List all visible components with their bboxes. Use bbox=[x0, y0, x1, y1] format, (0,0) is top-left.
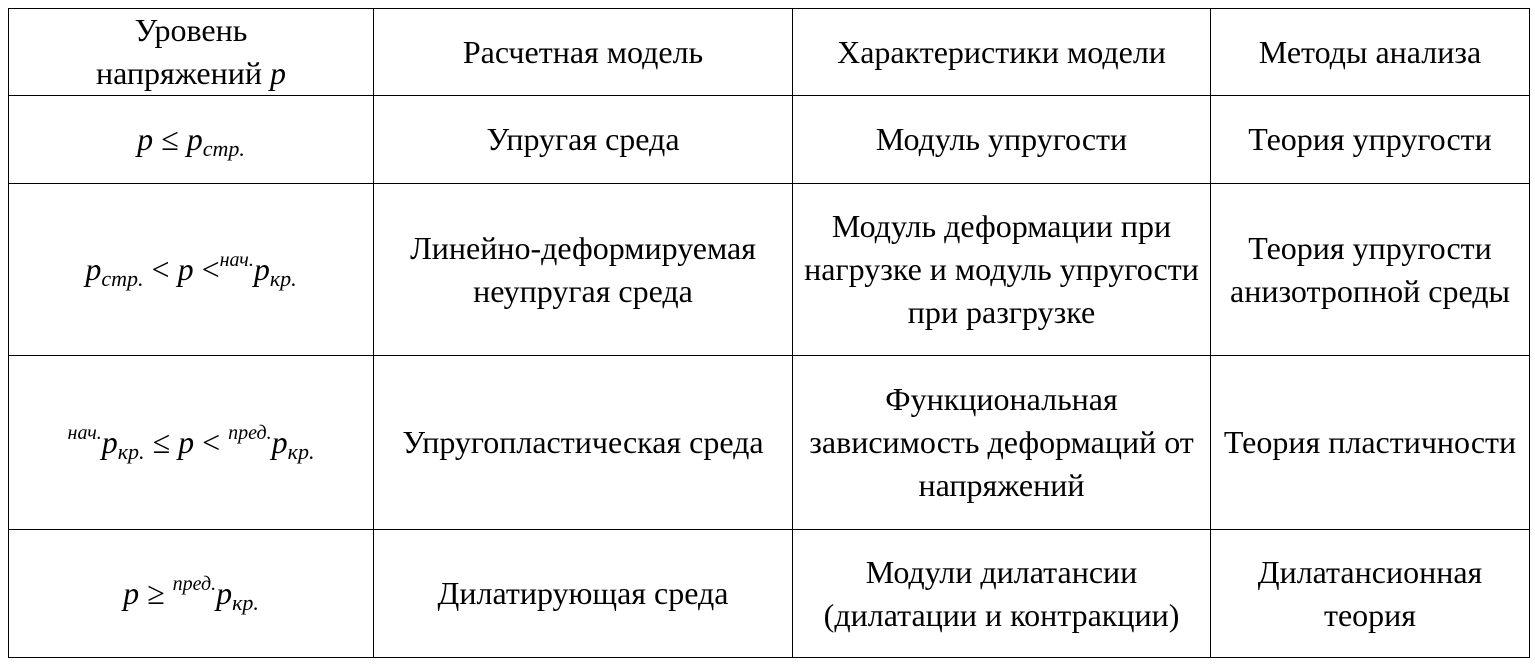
characteristics-cell: Модуль деформации при нагрузке и модуль упругости при разгрузке bbox=[793, 184, 1211, 356]
model-cell: Линейно-деформируемая неупругая среда bbox=[374, 184, 793, 356]
table-header-row bbox=[9, 9, 1530, 96]
header-stress-level-line1: Уровень bbox=[134, 12, 248, 48]
stress-level-cell bbox=[9, 530, 374, 658]
stress-level-formula: $p \ge ^{пред.}p_{кр.}$ bbox=[123, 573, 259, 615]
method-cell: Теория пластичности bbox=[1211, 356, 1530, 530]
characteristics-cell: Модуль упругости bbox=[793, 96, 1211, 184]
header-calc-model: Расчетная модель bbox=[374, 9, 793, 96]
model-cell: Дилатирующая среда bbox=[374, 530, 793, 658]
table-row bbox=[9, 184, 1530, 356]
stress-level-formula: $^{нач.}p_{кр.} \le p < ^{пред.}p_{кр.}$ bbox=[67, 422, 315, 464]
stress-level-formula: $p \le p_{стр.}$ bbox=[137, 121, 245, 161]
header-analysis-methods: Методы анализа bbox=[1211, 9, 1530, 96]
table-row bbox=[9, 96, 1530, 184]
header-model-characteristics: Характеристики модели bbox=[793, 9, 1211, 96]
header-stress-level-var: p bbox=[270, 55, 286, 91]
header-stress-level-line2: напряжений bbox=[95, 55, 262, 91]
method-cell: Теория упругости bbox=[1211, 96, 1530, 184]
stress-level-cell bbox=[9, 356, 374, 530]
stress-level-cell bbox=[9, 184, 374, 356]
model-cell: Упругопластическая среда bbox=[374, 356, 793, 530]
header-stress-level bbox=[9, 9, 374, 96]
table-row bbox=[9, 530, 1530, 658]
model-cell: Упругая среда bbox=[374, 96, 793, 184]
method-cell: Дилатансионная теория bbox=[1211, 530, 1530, 658]
characteristics-cell: Модули дилатансии (дилатации и контракции) bbox=[793, 530, 1211, 658]
characteristics-cell: Функциональная зависимость деформаций от напряжений bbox=[793, 356, 1211, 530]
stress-level-table bbox=[8, 8, 1530, 658]
table-row bbox=[9, 356, 1530, 530]
method-cell: Теория упругости анизотропной среды bbox=[1211, 184, 1530, 356]
stress-level-cell bbox=[9, 96, 374, 184]
stress-level-formula: $p_{стр.} < p <^{нач.}p_{кр.}$ bbox=[85, 249, 297, 291]
